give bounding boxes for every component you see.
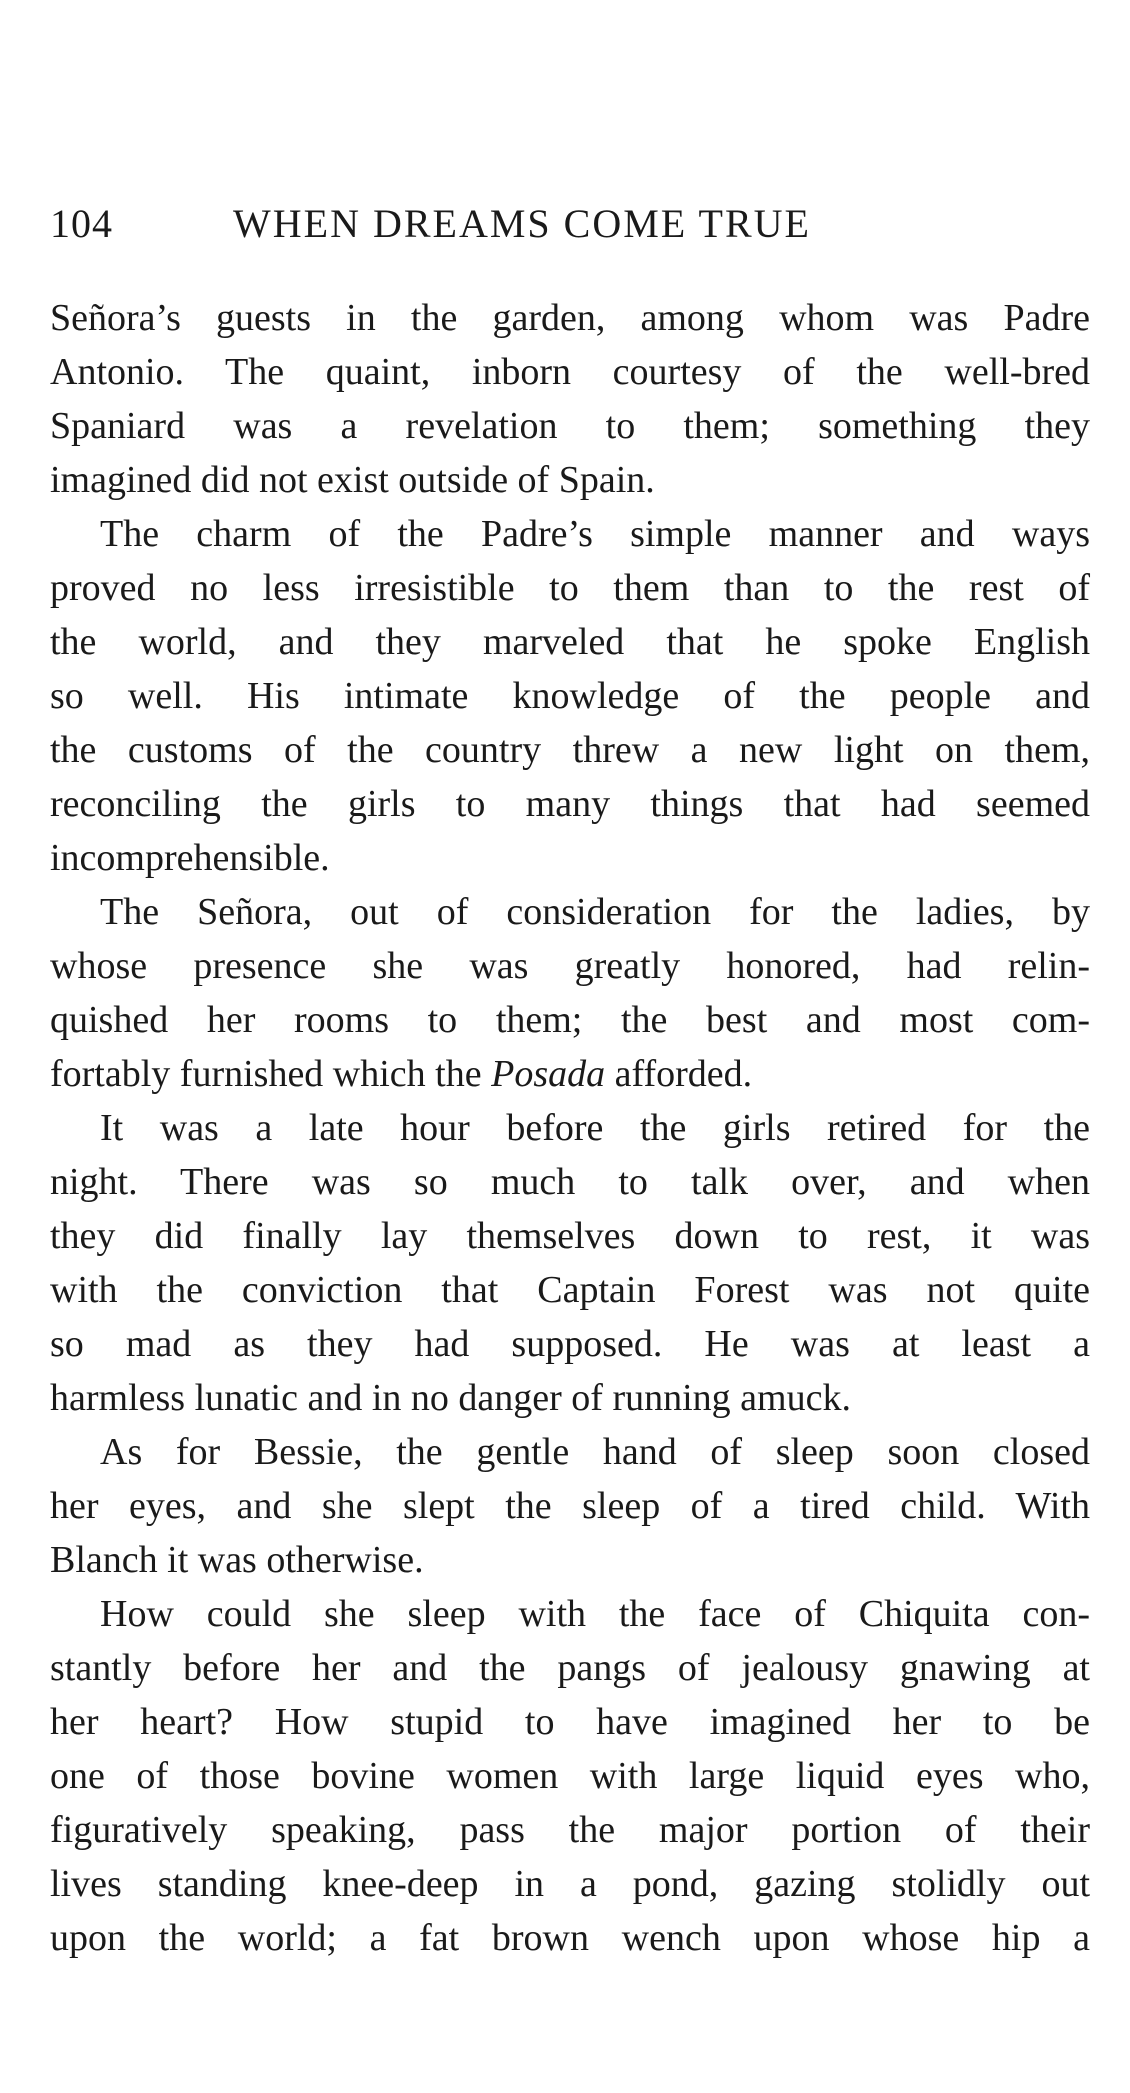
page-number: 104 (50, 201, 113, 246)
text-line: How could she sleep with the face of Chiquita con- (100, 1593, 1090, 1635)
text-line: stantly before her and the pangs of jealousy gnawing at (50, 1647, 1090, 1689)
text-line: As for Bessie, the gentle hand of sleep soon closed (100, 1431, 1090, 1473)
text-line: the world, and they marveled that he spoke English (50, 621, 1090, 663)
text-line: with the conviction that Captain Forest was not quite (50, 1269, 1090, 1311)
text-line: her heart? How stupid to have imagined her to be (50, 1701, 1090, 1743)
paragraph-6 (50, 1587, 1090, 1965)
text-line: they did finally lay themselves down to rest, it was (50, 1215, 1090, 1257)
text-line: one of those bovine women with large liquid eyes who, (50, 1755, 1090, 1797)
paragraph-3 (50, 885, 1090, 1101)
body-text (50, 291, 1090, 1965)
paragraph-4 (50, 1101, 1090, 1425)
text-line: proved no less irresistible to them than to the rest of (50, 567, 1090, 609)
text-line: her eyes, and she slept the sleep of a tired child. With (50, 1485, 1090, 1527)
text-line: Antonio. The quaint, inborn courtesy of the well-bred (50, 351, 1090, 393)
text-line: night. There was so much to talk over, and when (50, 1161, 1090, 1203)
text-line: The charm of the Padre’s simple manner and ways (100, 513, 1090, 555)
text-line: Señora’s guests in the garden, among whom was Padre (50, 297, 1090, 339)
running-title: WHEN DREAMS COME TRUE (233, 201, 811, 246)
text-line: incomprehensible. (50, 837, 330, 879)
text-line: Spaniard was a revelation to them; something they (50, 405, 1090, 447)
text-line: harmless lunatic and in no danger of running amuck. (50, 1377, 851, 1419)
text-line: quished her rooms to them; the best and most com- (50, 999, 1090, 1041)
text-line: figuratively speaking, pass the major portion of their (50, 1809, 1090, 1851)
paragraph-1 (50, 291, 1090, 507)
text-line: The Señora, out of consideration for the ladies, by (100, 891, 1090, 933)
text-line: so well. His intimate knowledge of the people and (50, 675, 1090, 717)
text-line: the customs of the country threw a new light on them, (50, 729, 1090, 771)
paragraph-5 (50, 1425, 1090, 1587)
text-line: Blanch it was otherwise. (50, 1539, 424, 1581)
text-run: afforded. (605, 1053, 753, 1095)
text-line (50, 1047, 1090, 1101)
italic-text: Posada (491, 1053, 606, 1095)
text-line: reconciling the girls to many things that had seemed (50, 783, 1090, 825)
text-line: so mad as they had supposed. He was at least a (50, 1323, 1090, 1365)
text-line: lives standing knee-deep in a pond, gazing stolidly out (50, 1863, 1090, 1905)
text-run: fortably furnished which the (50, 1053, 492, 1095)
paragraph-2 (50, 507, 1090, 885)
text-line: It was a late hour before the girls retired for the (100, 1107, 1090, 1149)
text-line: imagined did not exist outside of Spain. (50, 459, 655, 501)
text-line: whose presence she was greatly honored, had relin- (50, 945, 1090, 987)
running-header (50, 200, 1090, 250)
text-line: upon the world; a fat brown wench upon whose hip a (50, 1917, 1090, 1959)
